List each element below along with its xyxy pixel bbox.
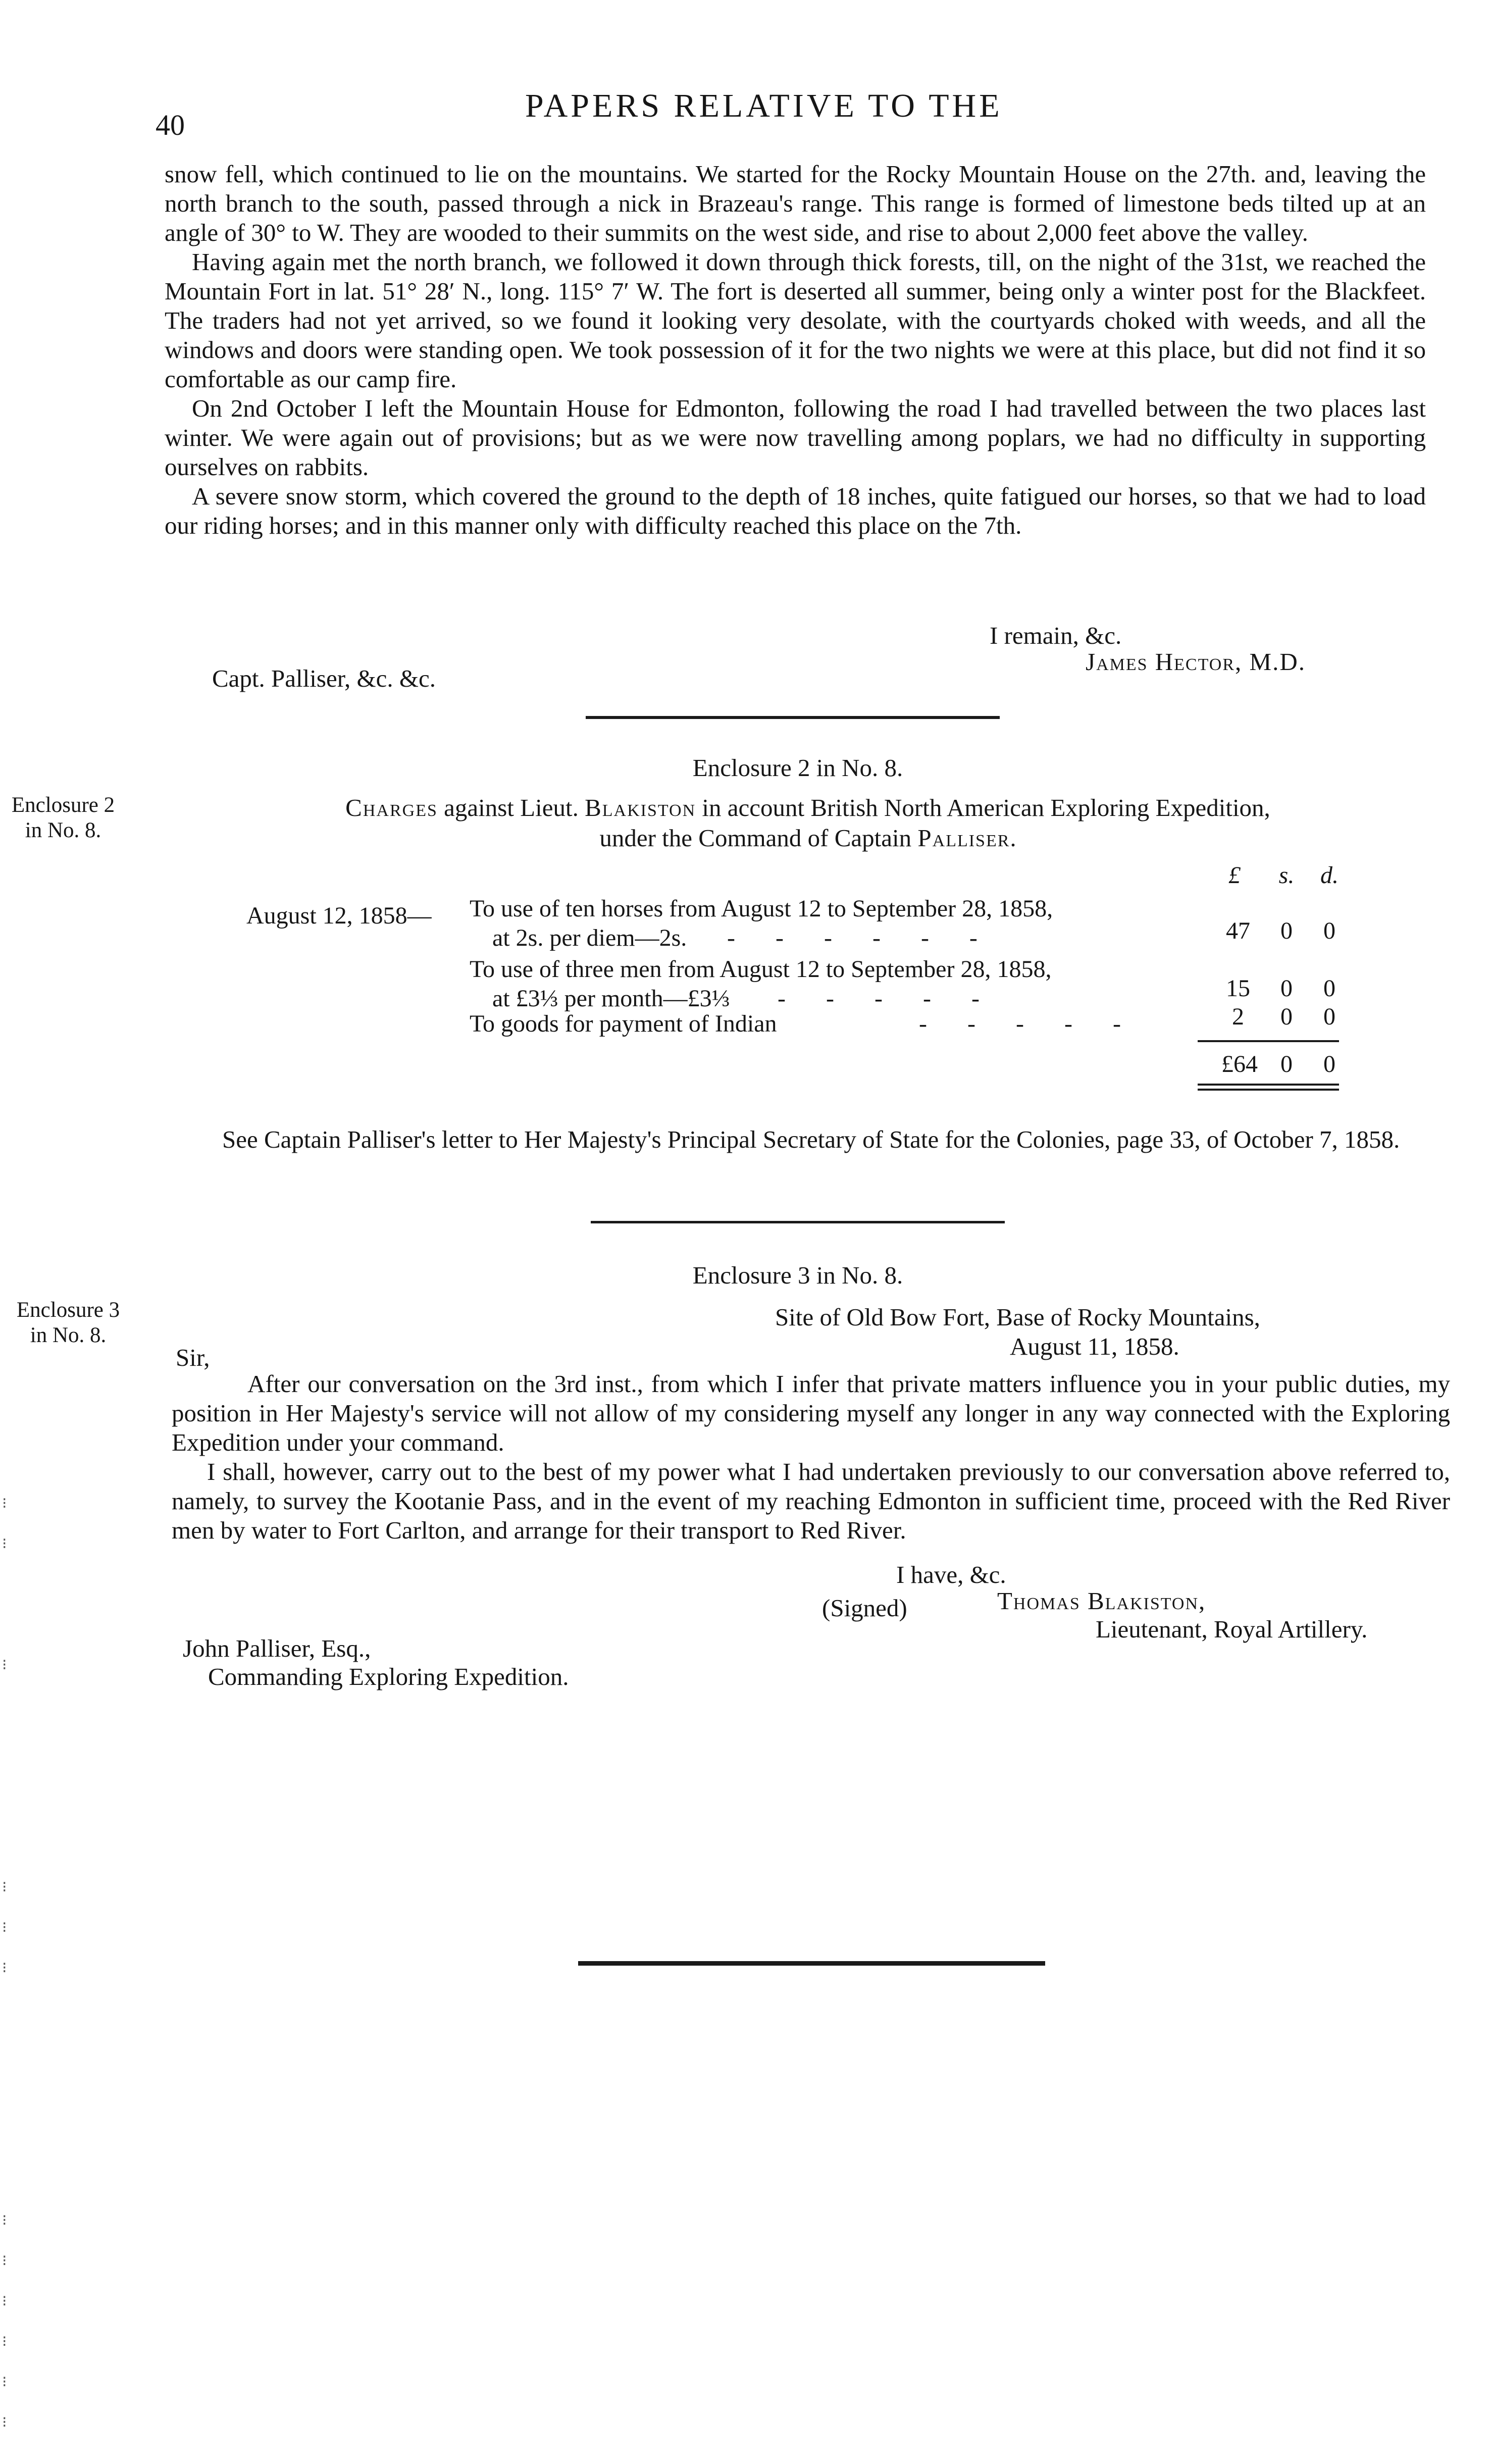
binding-edge-mark: ⁝ xyxy=(2,2414,7,2431)
account-item-1-line2: at 2s. per diem—2s. xyxy=(492,925,687,951)
item-2-shillings: 0 xyxy=(1280,975,1293,1002)
enclosure-2-title: Charges against Lieut. Blakiston in account British North American Exploring Expedition, under the Command of Captain Palliser. xyxy=(345,794,1270,852)
account-date: August 12, 1858— xyxy=(246,902,432,929)
item-1-pence: 0 xyxy=(1323,917,1335,944)
total-pounds: £64 xyxy=(1221,1051,1258,1077)
col-header-shillings: s. xyxy=(1278,862,1295,889)
letter-paragraph: A severe snow storm, which covered the ground to the depth of 18 inches, quite fatigued our horses, so that we had to load our riding horses; and in this manner only with difficulty reached this place on the 7th. xyxy=(165,482,1426,539)
binding-edge-mark: ⁝ xyxy=(2,1535,7,1552)
enclosure-3-margin-note: Enclosure 3 in No. 8. xyxy=(16,1298,120,1347)
closing-rule xyxy=(578,1961,1045,1966)
binding-edge-mark: ⁝ xyxy=(2,1879,7,1895)
binding-edge-mark: ⁝ xyxy=(2,2212,7,2229)
running-title: PAPERS RELATIVE TO THE xyxy=(525,87,1003,124)
binding-edge-mark: ⁝ xyxy=(2,2333,7,2350)
item-2-pounds: 15 xyxy=(1226,975,1250,1002)
enclosure-2-margin-note: Enclosure 2 in No. 8. xyxy=(11,793,115,842)
letter-paragraph: On 2nd October I left the Mountain House for Edmonton, following the road I had travelled between the two places last winter. We were again out of provisions; but as we were now travelling among poplars, we had no difficulty in supporting ourselves on rabbits. xyxy=(165,394,1426,481)
item-1-pounds: 47 xyxy=(1226,917,1250,944)
total-pence: 0 xyxy=(1323,1051,1335,1077)
section-rule xyxy=(586,716,1000,719)
total-shillings: 0 xyxy=(1280,1051,1293,1077)
enclosure-3-body xyxy=(172,1369,1450,1545)
letter-place: Site of Old Bow Fort, Base of Rocky Mountains, xyxy=(775,1303,1260,1331)
account-item-3-line1: To goods for payment of Indian xyxy=(470,1010,777,1037)
binding-edge-mark: ⁝ xyxy=(2,1919,7,1936)
binding-edge-mark: ⁝ xyxy=(2,1495,7,1512)
letter-signature: James Hector, M.D. xyxy=(1086,648,1306,676)
item-3-shillings: 0 xyxy=(1280,1003,1293,1030)
binding-edge-mark: ⁝ xyxy=(2,2293,7,2309)
leader-dots: ------ xyxy=(727,925,1018,951)
signed-label: (Signed) xyxy=(822,1594,907,1622)
binding-edge-mark: ⁝ xyxy=(2,2252,7,2269)
letter-closing: I remain, &c. xyxy=(990,622,1122,649)
addressee-line-1: John Palliser, Esq., xyxy=(183,1634,371,1662)
item-2-pence: 0 xyxy=(1323,975,1335,1002)
enclosure-2-heading: Enclosure 2 in No. 8. xyxy=(692,754,903,782)
leader-dots: ----- xyxy=(919,1010,1161,1037)
addressee-line-2: Commanding Exploring Expedition. xyxy=(208,1663,569,1690)
total-rule-double-2 xyxy=(1198,1089,1339,1091)
letter-addressee: Capt. Palliser, &c. &c. xyxy=(212,664,436,692)
letter-date: August 11, 1858. xyxy=(1010,1332,1179,1360)
enclosure-3-heading: Enclosure 3 in No. 8. xyxy=(692,1261,903,1289)
total-rule-double-1 xyxy=(1198,1084,1339,1086)
account-item-2-line1: To use of three men from August 12 to September 28, 1858, xyxy=(470,956,1052,983)
letter-body xyxy=(165,160,1426,540)
col-header-pounds: £ xyxy=(1228,862,1241,889)
letter-paragraph: I shall, however, carry out to the best of my power what I had undertaken previously to our conversation above referred to, namely, to survey the Kootanie Pass, and in the event of my reaching Edmonton in sufficient time, proceed with the Red River men by water to Fort Carlton, and arrange for their transport to Red River. xyxy=(172,1458,1450,1544)
section-rule xyxy=(591,1221,1005,1223)
letter-paragraph: Having again met the north branch, we followed it down through thick forests, till, on the night of the 31st, we reached the Mountain Fort in lat. 51° 28′ N., long. 115° 7′ W. The fort is deserted all summer, being only a winter post for the Blackfeet. The traders had not yet arrived, so we found it looking very desolate, with the courtyards choked with weeds, and all the windows and doors were standing open. We took possession of it for the two nights we were at this place, but did not find it so comfortable as our camp fire. xyxy=(165,248,1426,393)
total-rule-top xyxy=(1198,1040,1339,1042)
letter-signature: Thomas Blakiston, xyxy=(997,1587,1206,1615)
binding-edge-mark: ⁝ xyxy=(2,2374,7,2390)
binding-edge-mark: ⁝ xyxy=(2,1657,7,1673)
enclosure-2-note: See Captain Palliser's letter to Her Majesty's Principal Secretary of State for the Colonies, page 33, of October 7, 1858. xyxy=(222,1125,1400,1153)
item-1-shillings: 0 xyxy=(1280,917,1293,944)
letter-paragraph: After our conversation on the 3rd inst., from which I infer that private matters influence you in your public duties, my position in Her Majesty's service will not allow of my considering myself any longer in any way connected with the Exploring Expedition under your command. xyxy=(172,1370,1450,1456)
page-number: 40 xyxy=(156,109,185,141)
col-header-pence: d. xyxy=(1320,862,1339,889)
letter-closing: I have, &c. xyxy=(896,1561,1006,1588)
item-3-pounds: 2 xyxy=(1232,1003,1244,1030)
account-item-1-line1: To use of ten horses from August 12 to September 28, 1858, xyxy=(470,895,1053,922)
signature-rank: Lieutenant, Royal Artillery. xyxy=(1096,1615,1368,1643)
account-item-2-line2: at £3⅓ per month—£3⅓ xyxy=(492,985,730,1012)
letter-paragraph: snow fell, which continued to lie on the mountains. We started for the Rocky Mountain House on the 27th. and, leaving the north branch to the south, passed through a nick in Brazeau's range. This range is formed of limestone beds tilted up at an angle of 30° to W. They are wooded to their summits on the west side, and rise to about 2,000 feet above the valley. xyxy=(165,160,1426,246)
letter-salutation: Sir, xyxy=(176,1344,210,1371)
leader-dots: ----- xyxy=(778,985,1020,1012)
binding-edge-mark: ⁝ xyxy=(2,1960,7,1976)
item-3-pence: 0 xyxy=(1323,1003,1335,1030)
